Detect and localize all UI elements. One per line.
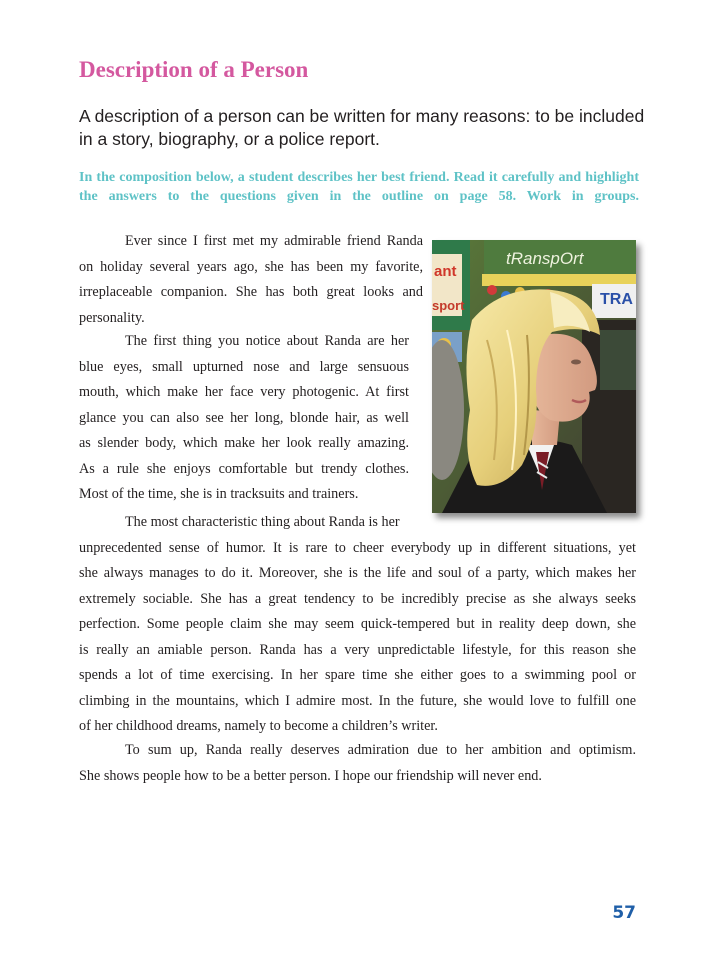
- paragraph-4: [79, 738, 636, 789]
- paragraph-line: The most characteristic thing about Randa is her: [125, 514, 400, 530]
- page-number: 57: [612, 903, 636, 923]
- page-title: Description of a Person: [79, 57, 309, 82]
- sign-text: sport: [432, 298, 465, 313]
- paragraph-line: of her childhood dreams, namely to become a children’s writer.: [79, 718, 438, 734]
- paragraph-line: is really an amiable person. Randa has a very unpredictable lifestyle, for this reason she: [79, 641, 636, 658]
- paragraph-2: [79, 329, 409, 508]
- paragraph-line: irreplaceable companion. She has both great looks and: [79, 284, 423, 300]
- paragraph-line: as slender body, which make her look really amazing.: [79, 435, 409, 451]
- sign-text: TRA: [600, 291, 633, 308]
- paragraph-line: The first thing you notice about Randa are her: [125, 333, 409, 349]
- paragraph-line: mouth, which make her face very photogenic. At first: [79, 384, 409, 400]
- paragraph-line: She shows people how to be a better person. I hope our friendship will never end.: [79, 767, 542, 784]
- paragraph-line: To sum up, Randa really deserves admiration due to her ambition and optimism.: [125, 742, 636, 758]
- instruction-text: In the composition below, a student describes her best friend. Read it carefully and highlight the answers to the questions given in the outline on page 58. Work in groups.: [79, 170, 639, 204]
- paragraph-line: As a rule she enjoys comfortable but trendy clothes.: [79, 460, 409, 477]
- sign-text: ant: [434, 263, 457, 280]
- friend-photo: [432, 240, 636, 513]
- paragraph-1: [79, 229, 423, 331]
- paragraph-line: perfection. Some people claim she may seem quick-tempered but in reality deep down, she: [79, 616, 636, 632]
- paragraph-line: glance you can also see her long, blonde hair, as well: [79, 409, 409, 426]
- paragraph-line: Ever since I first met my admirable friend Randa: [125, 233, 423, 249]
- paragraph-line: climbing in the mountains, which I admire most. In the future, she would love to fulfill one: [79, 692, 636, 709]
- paragraph-line: on holiday several years ago, she has been my favorite,: [79, 258, 423, 275]
- paragraph-line: spends a lot of time exercising. In her spare time she either goes to a swimming pool or: [79, 667, 636, 683]
- sign-text: tRanspOrt: [506, 249, 584, 268]
- paragraph-line: extremely sociable. She has a great tendency to be incredibly precise as she always seeks: [79, 590, 636, 607]
- paragraph-line: she always manages to do it. Moreover, she is the life and soul of a party, which makes her: [79, 565, 636, 581]
- paragraph-line: personality.: [79, 309, 145, 326]
- paragraph-3: [79, 510, 636, 740]
- paragraph-line: blue eyes, small upturned nose and large sensuous: [79, 358, 409, 375]
- paragraph-line: unprecedented sense of humor. It is rare to cheer everybody up in different situations, yet: [79, 539, 636, 556]
- paragraph-line: Most of the time, she is in tracksuits and trainers.: [79, 486, 359, 502]
- intro-text: A description of a person can be written for many reasons: to be included in a story, biography, or a police report.: [79, 106, 645, 149]
